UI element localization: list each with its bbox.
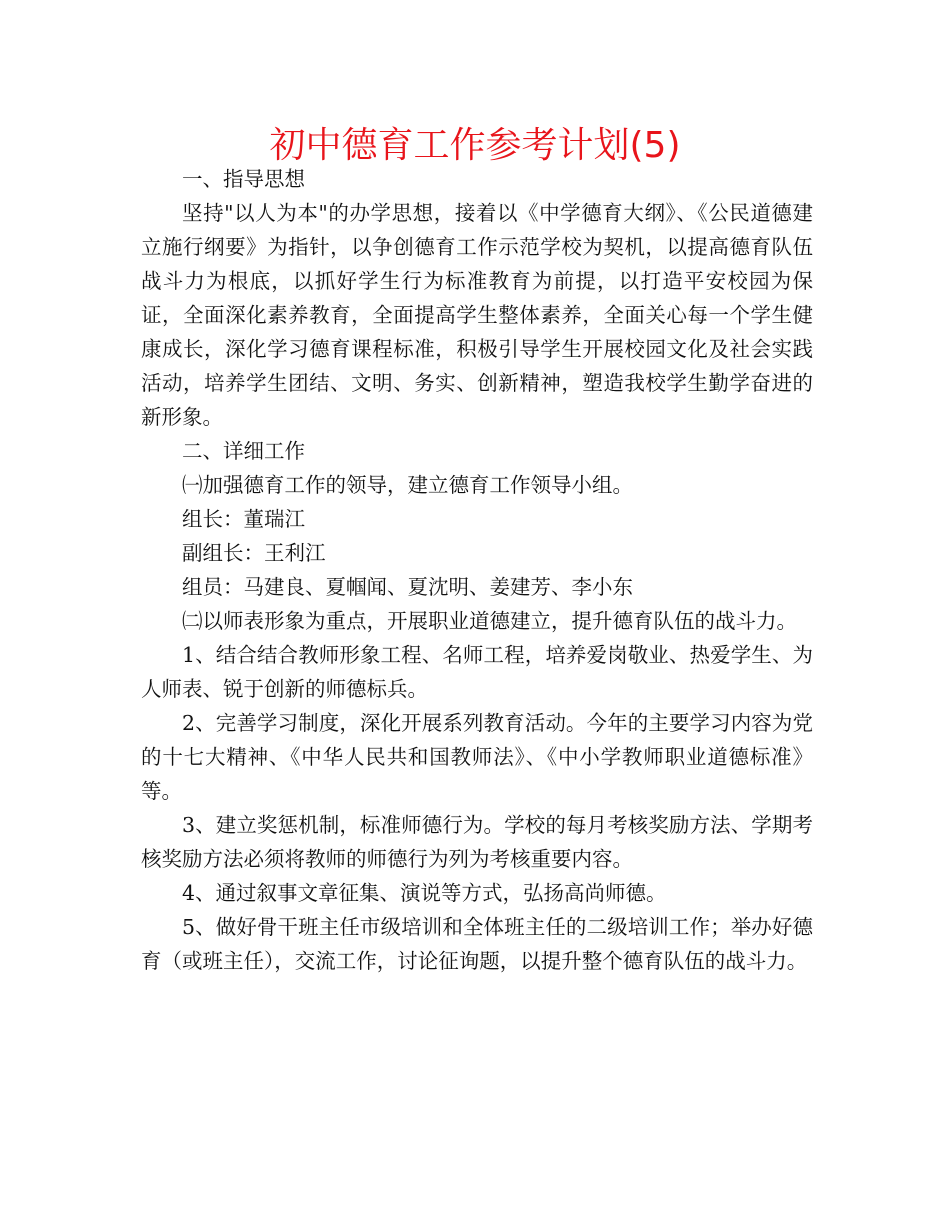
paragraph-guiding-thought: 坚持"以人为本"的办学思想，接着以《中学德育大纲》、《公民道德建立施行纲要》为指针，以争创德育工作示范学校为契机，以提高德育队伍战斗力为根底，以抓好学生行为标准教育为前提，以打造平安校园为保证，全面深化素养教育，全面提高学生整体素养，全面关心每一个学生健康成长，深化学习德育课程标准，积极引导学生开展校园文化及社会实践活动，培养学生团结、文明、务实、创新精神，塑造我校学生勤学奋进的新形象。 bbox=[141, 201, 813, 429]
deputy-group-leader: 副组长：王利江 bbox=[182, 541, 326, 565]
list-item-2: 2、完善学习制度，深化开展系列教育活动。今年的主要学习内容为党的十七大精神、《中华人民共和国教师法》、《中小学教师职业道德标准》等。 bbox=[141, 711, 813, 803]
list-item-1: 1、结合结合教师形象工程、名师工程，培养爱岗敬业、热爱学生、为人师表、锐于创新的师德标兵。 bbox=[141, 643, 813, 701]
group-leader: 组长：董瑞江 bbox=[182, 507, 305, 531]
group-members: 组员：马建良、夏帼闻、夏沈明、姜建芳、李小东 bbox=[182, 575, 633, 599]
list-item-3: 3、建立奖惩机制，标准师德行为。学校的每月考核奖励方法、学期考核奖励方法必须将教师的师德行为列为考核重要内容。 bbox=[141, 813, 813, 871]
document-title: 初中德育工作参考计划(5) bbox=[269, 125, 681, 166]
section-heading-guiding-thought: 一、指导思想 bbox=[182, 167, 305, 191]
list-item-4: 4、通过叙事文章征集、演说等方式，弘扬高尚师德。 bbox=[182, 881, 667, 905]
document-body bbox=[141, 162, 813, 978]
list-item-5: 5、做好骨干班主任市级培训和全体班主任的二级培训工作；举办好德育（或班主任），交流工作，讨论征询题，以提升整个德育队伍的战斗力。 bbox=[141, 915, 813, 973]
subsection-teacher-image: ㈡以师表形象为重点，开展职业道德建立，提升德育队伍的战斗力。 bbox=[182, 609, 797, 633]
subsection-leadership: ㈠加强德育工作的领导，建立德育工作领导小组。 bbox=[182, 473, 633, 497]
section-heading-detailed-work: 二、详细工作 bbox=[182, 439, 305, 463]
